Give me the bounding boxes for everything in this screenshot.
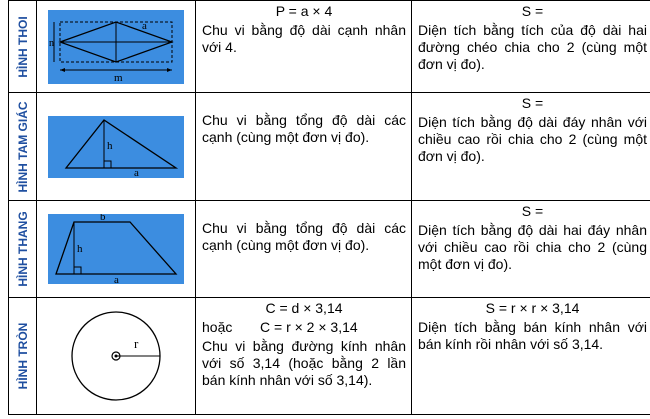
area-text: Diện tích bằng độ dài đáy nhân với chiều cao rồi chia cho 2 (cùng một đơn vị đo). (418, 114, 647, 164)
rhombus-figure (48, 10, 184, 84)
figure-cell (37, 298, 196, 415)
area-formula: S = (521, 3, 544, 19)
area-text: Diện tích bằng độ dài hai đáy nhân với chiều cao rồi chia cho 2 (cùng một đơn vị đo). (418, 222, 647, 272)
area-cell (412, 1, 650, 93)
shape-name-cell (9, 1, 37, 93)
shape-name-cell (9, 93, 37, 201)
perimeter-text: Chu vi bằng độ dài cạnh nhân với 4. (202, 22, 406, 55)
perimeter-alt-prefix: hoặc (202, 319, 233, 335)
shape-name: HÌNH THOI (15, 15, 30, 78)
perimeter-formula: C = d × 3,14 (265, 300, 343, 316)
figure-cell (37, 93, 196, 201)
perimeter-formula: P = a × 4 (275, 3, 333, 19)
table-row (9, 1, 650, 93)
shape-name: HÌNH TRÒN (15, 322, 30, 390)
area-text: Diện tích bằng bán kính nhân với bán kính rồi nhân với số 3,14. (418, 319, 647, 352)
table-row (9, 93, 650, 201)
label-m: m (114, 71, 123, 84)
shape-name: HÌNH THANG (15, 211, 30, 287)
perimeter-text: Chu vi bằng tổng độ dài các cạnh (cùng một đơn vị đo). (202, 220, 406, 253)
perimeter-text: Chu vi bằng tổng độ dài các cạnh (cùng một đơn vị đo). (202, 112, 406, 145)
area-cell (412, 298, 650, 415)
label-b: b (100, 214, 106, 223)
perimeter-cell (196, 93, 412, 201)
area-formula: S = r × r × 3,14 (485, 300, 580, 316)
label-h: h (77, 243, 83, 255)
figure-cell (37, 201, 196, 298)
perimeter-alt-line (196, 317, 411, 336)
label-a: a (134, 166, 139, 178)
perimeter-cell (196, 201, 412, 298)
area-text: Diện tích bằng tích của độ dài hai đường chéo chia cho 2 (cùng một đơn vị đo). (418, 22, 647, 72)
area-formula: S = (521, 203, 544, 219)
table-row (9, 201, 650, 298)
perimeter-text: Chu vi bằng đường kính nhân với số 3,14 (hoặc bằng 2 lần bán kính nhân với số 3,14). (202, 338, 406, 388)
triangle-figure (48, 116, 184, 178)
area-cell (412, 201, 650, 298)
area-cell (412, 93, 650, 201)
perimeter-alt-formula: C = r × 2 × 3,14 (260, 319, 358, 335)
perimeter-cell (196, 298, 412, 415)
label-r: r (134, 336, 139, 351)
formula-table (8, 0, 650, 415)
circle-figure (66, 306, 166, 406)
label-h: h (107, 139, 113, 152)
label-n: n (49, 37, 54, 49)
shape-name-cell (9, 201, 37, 298)
area-formula: S = (521, 95, 544, 111)
perimeter-cell (196, 1, 412, 93)
label-a: a (114, 274, 119, 284)
shape-name: HÌNH TAM GIÁC (15, 100, 30, 193)
label-a: a (142, 19, 147, 32)
shape-name-cell (9, 298, 37, 415)
figure-cell (37, 1, 196, 93)
trapezoid-figure (48, 214, 184, 284)
table-row (9, 298, 650, 415)
